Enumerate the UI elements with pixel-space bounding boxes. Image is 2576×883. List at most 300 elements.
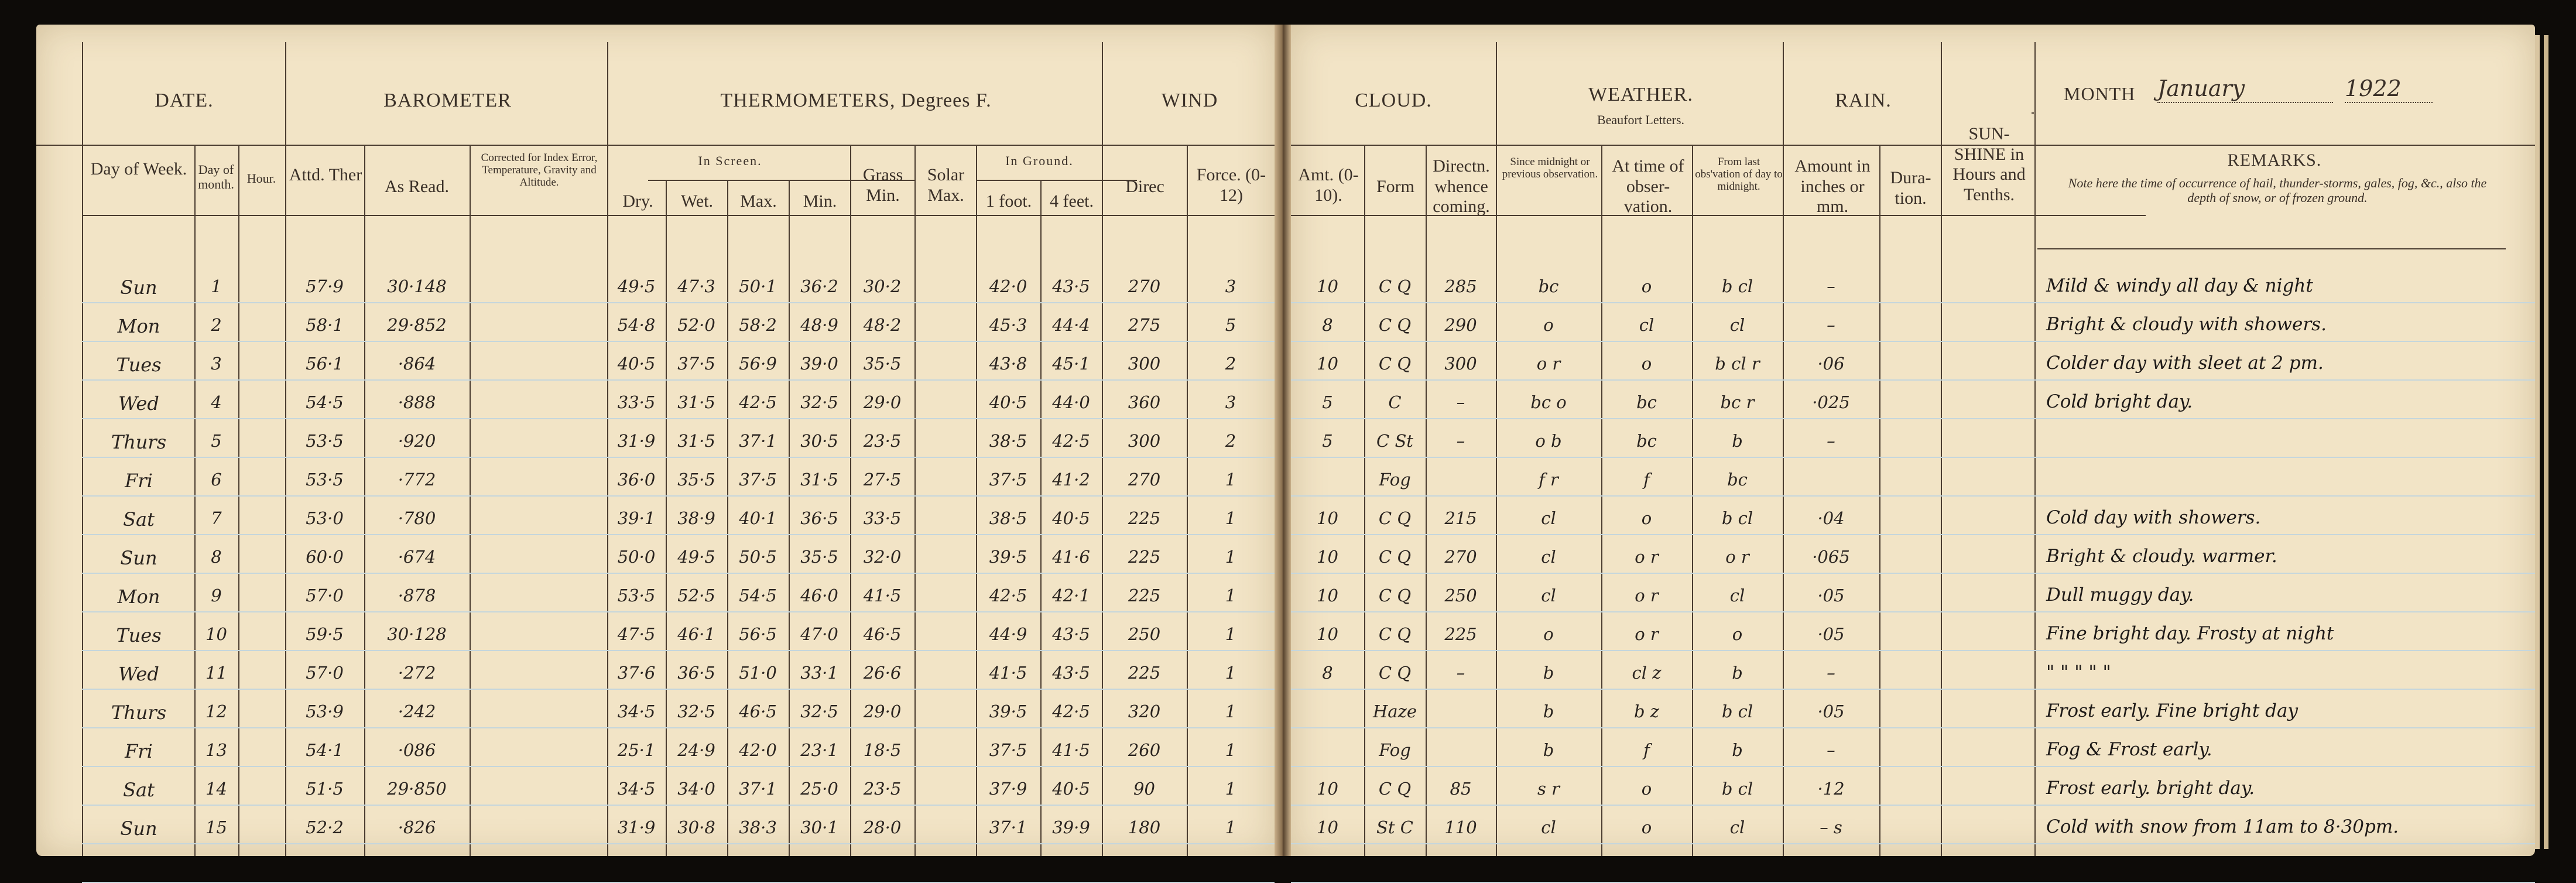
cell-dry: 34·5 <box>617 779 656 799</box>
cell-min: 46·0 <box>800 586 838 605</box>
remark-text: Cold day with showers. <box>2046 507 2261 528</box>
cell-form: C Q <box>1378 663 1412 683</box>
cell-read: 30·148 <box>387 276 447 296</box>
cell-rain: ·06 <box>1817 354 1845 374</box>
cell-ft1: 39·5 <box>989 547 1027 567</box>
date-header: DATE. <box>155 90 214 111</box>
ruled-line <box>82 534 1275 535</box>
cell-dow: Tues <box>116 624 162 646</box>
cell-ft1: 42·5 <box>989 586 1027 605</box>
cell-wet: 37·5 <box>677 354 715 374</box>
wind-direction-header: Direc <box>1125 177 1164 196</box>
cell-ft1: 42·0 <box>989 276 1027 296</box>
cell-cdir: 300 <box>1444 354 1477 374</box>
cell-grass: 41·5 <box>863 586 902 605</box>
cell-force: 1 <box>1225 586 1236 605</box>
cell-grass: 23·5 <box>863 431 902 451</box>
beaufort-header: Beaufort Letters. <box>1597 112 1685 127</box>
cloud-direction-header: Directn. whence coming. <box>1433 156 1490 216</box>
cell-force: 1 <box>1225 547 1236 567</box>
cell-amt: 10 <box>1317 817 1338 837</box>
rain-header: RAIN. <box>1835 90 1892 111</box>
grass-min-header: Grass Min. <box>862 165 903 205</box>
cell-rain: ·05 <box>1817 624 1845 644</box>
cell-ft1: 37·5 <box>989 470 1027 490</box>
cell-max: 42·5 <box>739 392 777 412</box>
cell-dom: 8 <box>211 547 222 567</box>
cell-dry: 34·5 <box>617 701 656 721</box>
remark-text: Cold with snow from 11am to 8·30pm. <box>2046 816 2399 837</box>
dry-header: Dry. <box>622 191 653 211</box>
cell-dir: 300 <box>1128 354 1161 374</box>
left-page <box>36 25 1275 856</box>
header-rule <box>36 145 1275 146</box>
cell-dir: 225 <box>1128 508 1161 528</box>
cell-w2: f <box>1643 470 1650 490</box>
ruled-line <box>1291 341 2535 342</box>
cell-form: C Q <box>1378 779 1412 799</box>
cell-w3: b cl <box>1721 508 1753 528</box>
cell-read: ·674 <box>398 547 436 567</box>
cell-grass: 48·2 <box>863 315 902 335</box>
cell-rain: ·05 <box>1817 586 1845 605</box>
cell-max: 42·0 <box>739 740 777 760</box>
remark-text: Cold bright day. <box>2046 391 2193 412</box>
sunshine-header: SUN-SHINE in Hours and Tenths. <box>1952 124 2026 204</box>
cell-dom: 11 <box>205 663 227 683</box>
cell-dow: Sat <box>123 779 155 801</box>
cell-max: 50·1 <box>739 276 777 296</box>
cell-amt: 10 <box>1317 624 1338 644</box>
cell-rain: ·05 <box>1817 701 1845 721</box>
remarks-note: Note here the time of occurrence of hail, thunder-storms, gales, fog, &c., also the depth of snow, or of frozen ground. <box>2068 176 2487 206</box>
cell-dom: 12 <box>205 701 227 721</box>
cell-amt: 5 <box>1322 392 1333 412</box>
cell-w3: cl <box>1729 586 1745 605</box>
column-line <box>1879 145 1880 856</box>
cell-attd: 54·1 <box>306 740 344 760</box>
cell-rain: – <box>1827 663 1835 683</box>
cell-cdir: 225 <box>1444 624 1477 644</box>
cell-wet: 52·5 <box>677 586 715 605</box>
since-midnight-header: Since midnight or previous observation. <box>1502 156 1598 180</box>
ruled-line <box>1291 805 2535 806</box>
cell-amt: 10 <box>1317 276 1338 296</box>
ruled-line <box>82 379 1275 381</box>
remarks-rule <box>2037 248 2506 249</box>
remark-text: " " " " " <box>2046 662 2111 683</box>
cell-force: 1 <box>1225 779 1236 799</box>
ruled-line <box>1291 457 2535 458</box>
cell-w2: cl <box>1639 315 1654 335</box>
cell-wet: 47·3 <box>677 276 715 296</box>
ruled-line <box>82 805 1275 806</box>
cell-w1: b <box>1543 740 1554 760</box>
cell-max: 40·1 <box>739 508 777 528</box>
cell-rain: – <box>1827 276 1835 296</box>
cell-dow: Sun <box>120 817 157 840</box>
cell-w3: b cl r <box>1715 354 1760 374</box>
cell-grass: 18·5 <box>863 740 902 760</box>
cell-wet: 38·9 <box>677 508 715 528</box>
ruled-line <box>1291 689 2535 690</box>
cell-ft1: 38·5 <box>989 431 1027 451</box>
cell-w3: bc r <box>1720 392 1755 412</box>
cell-dom: 7 <box>211 508 222 528</box>
cell-dow: Wed <box>118 663 159 685</box>
cell-dry: 53·5 <box>617 586 656 605</box>
cell-dow: Sun <box>120 276 157 299</box>
cell-w2: o r <box>1635 586 1659 605</box>
cell-attd: 53·9 <box>306 701 344 721</box>
cell-rain: ·12 <box>1817 779 1845 799</box>
cell-ft4: 42·5 <box>1052 431 1090 451</box>
from-last-header: From last obs'vation of day to midnight. <box>1695 156 1783 193</box>
wind-force-header: Force. (0-12) <box>1196 165 1266 205</box>
cell-max: 37·5 <box>739 470 777 490</box>
cell-cdir: 85 <box>1450 779 1472 799</box>
cell-wet: 35·5 <box>677 470 715 490</box>
at-time-header: At time of obser-vation. <box>1612 156 1684 216</box>
as-read-header: As Read. <box>385 177 449 196</box>
cell-grass: 30·2 <box>863 276 902 296</box>
cell-form: C Q <box>1378 315 1412 335</box>
cell-cdir: 270 <box>1444 547 1477 567</box>
cell-ft1: 39·5 <box>989 701 1027 721</box>
cell-dir: 300 <box>1128 431 1161 451</box>
ruled-line <box>82 727 1275 728</box>
cell-w1: cl <box>1541 547 1556 567</box>
right-page <box>1291 25 2535 856</box>
header-rule <box>82 215 1275 216</box>
cell-dow: Fri <box>125 740 153 762</box>
cell-wet: 46·1 <box>677 624 715 644</box>
cell-dir: 270 <box>1128 470 1161 490</box>
ruled-line <box>82 418 1275 419</box>
cell-dry: 31·9 <box>617 817 656 837</box>
cell-form: C Q <box>1378 276 1412 296</box>
cell-dry: 39·1 <box>617 508 656 528</box>
cell-grass: 32·0 <box>863 547 902 567</box>
cell-w2: f <box>1643 740 1650 760</box>
cell-ft4: 41·2 <box>1052 470 1090 490</box>
one-foot-header: 1 foot. <box>985 191 1032 211</box>
cell-cdir: 110 <box>1444 817 1477 837</box>
cell-w1: cl <box>1541 586 1556 605</box>
ruled-line <box>1291 534 2535 535</box>
cell-form: C Q <box>1378 354 1412 374</box>
cell-dry: 37·6 <box>617 663 656 683</box>
cell-attd: 51·5 <box>306 779 344 799</box>
cell-w3: o r <box>1725 547 1749 567</box>
cell-dir: 250 <box>1128 624 1161 644</box>
remark-text: Frost early. bright day. <box>2046 778 2255 799</box>
cell-dom: 14 <box>205 779 227 799</box>
cloud-form-header: Form <box>1376 177 1414 196</box>
cell-w2: o <box>1641 779 1652 799</box>
cell-amt: 10 <box>1317 547 1338 567</box>
ruled-line <box>1291 766 2535 767</box>
cell-force: 1 <box>1225 701 1236 721</box>
cell-rain: ·025 <box>1812 392 1850 412</box>
four-feet-header: 4 feet. <box>1050 191 1094 211</box>
thermometers-header: THERMOMETERS, Degrees F. <box>720 90 992 111</box>
cell-form: C <box>1388 392 1402 412</box>
cell-form: Fog <box>1379 470 1411 490</box>
cell-w3: bc <box>1727 470 1748 490</box>
cell-read: ·920 <box>398 431 436 451</box>
cell-grass: 29·0 <box>863 392 902 412</box>
remark-text: Fine bright day. Frosty at night <box>2046 623 2334 644</box>
cell-form: C St <box>1376 431 1413 451</box>
ruled-line <box>1291 650 2535 651</box>
cell-grass: 35·5 <box>863 354 902 374</box>
remark-text: Bright & cloudy with showers. <box>2046 314 2327 335</box>
cell-min: 32·5 <box>800 701 838 721</box>
cell-dir: 275 <box>1128 315 1161 335</box>
cell-ft1: 43·8 <box>989 354 1027 374</box>
cell-min: 47·0 <box>800 624 838 644</box>
cell-min: 30·1 <box>800 817 838 837</box>
cell-ft4: 42·5 <box>1052 701 1090 721</box>
cell-cdir: 250 <box>1444 586 1477 605</box>
cell-force: 1 <box>1225 663 1236 683</box>
cell-dir: 320 <box>1128 701 1161 721</box>
cell-dom: 4 <box>211 392 222 412</box>
cell-w2: bc <box>1636 392 1657 412</box>
remark-text: Mild & windy all day & night <box>2046 275 2313 296</box>
cell-read: ·878 <box>398 586 436 605</box>
ruled-line <box>1291 302 2535 303</box>
cell-ft4: 43·5 <box>1052 276 1090 296</box>
cell-dow: Sat <box>123 508 155 531</box>
cell-w1: bc o <box>1530 392 1567 412</box>
cell-w2: bc <box>1636 431 1657 451</box>
ruled-line <box>82 573 1275 574</box>
cell-force: 1 <box>1225 624 1236 644</box>
month-value: January <box>2157 76 2333 103</box>
remarks-header: REMARKS. <box>2227 150 2322 170</box>
cell-read: ·864 <box>398 354 436 374</box>
cell-dir: 225 <box>1128 547 1161 567</box>
ruled-line <box>82 495 1275 497</box>
cell-w2: o <box>1641 354 1652 374</box>
cell-rain: – <box>1827 740 1835 760</box>
ruled-line <box>82 766 1275 767</box>
page-edge <box>2544 35 2548 849</box>
cell-max: 56·9 <box>739 354 777 374</box>
cell-dir: 225 <box>1128 586 1161 605</box>
cell-max: 37·1 <box>739 779 777 799</box>
cell-amt: 5 <box>1322 431 1333 451</box>
cell-attd: 53·5 <box>306 431 344 451</box>
cell-wet: 30·8 <box>677 817 715 837</box>
cell-amt: 10 <box>1317 586 1338 605</box>
cell-w1: o <box>1543 624 1554 644</box>
cell-attd: 58·1 <box>306 315 344 335</box>
cell-wet: 31·5 <box>677 431 715 451</box>
cell-force: 5 <box>1225 315 1236 335</box>
cell-grass: 27·5 <box>863 470 902 490</box>
cell-attd: 57·0 <box>306 663 344 683</box>
barometer-header: BAROMETER <box>383 90 512 111</box>
cell-min: 32·5 <box>800 392 838 412</box>
cell-max: 51·0 <box>739 663 777 683</box>
cell-attd: 52·2 <box>306 817 344 837</box>
max-header: Max. <box>740 191 777 211</box>
cell-form: C Q <box>1378 624 1412 644</box>
ruled-line <box>1291 573 2535 574</box>
cell-w1: b <box>1543 663 1554 683</box>
cell-attd: 57·9 <box>306 276 344 296</box>
page-edge <box>2535 35 2540 849</box>
cell-dry: 54·8 <box>617 315 656 335</box>
cell-grass: 29·0 <box>863 701 902 721</box>
min-header: Min. <box>803 191 837 211</box>
cell-ft4: 43·5 <box>1052 663 1090 683</box>
column-line <box>238 145 239 856</box>
cell-cdir: – <box>1456 663 1465 683</box>
solar-max-header: Solar Max. <box>927 165 965 205</box>
cell-min: 30·5 <box>800 431 838 451</box>
cell-min: 36·2 <box>800 276 838 296</box>
cell-dow: Thurs <box>111 701 167 724</box>
cell-force: 3 <box>1225 392 1236 412</box>
cell-force: 1 <box>1225 470 1236 490</box>
cell-max: 58·2 <box>739 315 777 335</box>
cell-dir: 260 <box>1128 740 1161 760</box>
cell-max: 56·5 <box>739 624 777 644</box>
cell-amt: 10 <box>1317 508 1338 528</box>
cell-dow: Mon <box>117 586 160 608</box>
cell-dom: 15 <box>205 817 227 837</box>
cell-dom: 9 <box>211 586 222 605</box>
cell-w2: o <box>1641 276 1652 296</box>
cell-form: C Q <box>1378 586 1412 605</box>
cell-max: 50·5 <box>739 547 777 567</box>
cell-wet: 49·5 <box>677 547 715 567</box>
cell-attd: 54·5 <box>306 392 344 412</box>
column-line <box>1426 145 1427 856</box>
cell-dow: Tues <box>116 354 162 376</box>
cell-dry: 36·0 <box>617 470 656 490</box>
cell-dir: 225 <box>1128 663 1161 683</box>
cell-amt: 8 <box>1322 663 1333 683</box>
cell-w1: o b <box>1535 431 1562 451</box>
cell-min: 23·1 <box>800 740 838 760</box>
cell-w3: b <box>1732 663 1743 683</box>
cell-w3: o <box>1732 624 1743 644</box>
cell-ft4: 44·0 <box>1052 392 1090 412</box>
cell-wet: 34·0 <box>677 779 715 799</box>
cell-w1: f r <box>1539 470 1558 490</box>
cell-w2: o <box>1641 817 1652 837</box>
cell-attd: 53·5 <box>306 470 344 490</box>
year-value: 1922 <box>2345 76 2433 103</box>
cell-dry: 47·5 <box>617 624 656 644</box>
cell-min: 48·9 <box>800 315 838 335</box>
ruled-line <box>82 689 1275 690</box>
cell-min: 36·5 <box>800 508 838 528</box>
remark-text: Dull muggy day. <box>2046 584 2194 605</box>
cell-ft4: 40·5 <box>1052 779 1090 799</box>
ruled-line <box>1291 495 2535 497</box>
cloud-amount-header: Amt. (0-10). <box>1298 165 1359 205</box>
cell-grass: 28·0 <box>863 817 902 837</box>
cell-dow: Fri <box>125 470 153 492</box>
in-ground-header: In Ground. <box>1005 153 1074 168</box>
cell-min: 39·0 <box>800 354 838 374</box>
cell-ft1: 45·3 <box>989 315 1027 335</box>
cell-amt: 8 <box>1322 315 1333 335</box>
cell-ft4: 44·4 <box>1052 315 1090 335</box>
ruled-line <box>1291 379 2535 381</box>
cell-ft4: 39·9 <box>1052 817 1090 837</box>
cell-ft1: 40·5 <box>989 392 1027 412</box>
cell-rain: – s <box>1820 817 1842 837</box>
cell-dir: 90 <box>1133 779 1155 799</box>
ruled-line <box>82 302 1275 303</box>
cell-ft1: 37·5 <box>989 740 1027 760</box>
cell-force: 3 <box>1225 276 1236 296</box>
cell-ft1: 38·5 <box>989 508 1027 528</box>
cell-dir: 270 <box>1128 276 1161 296</box>
rain-duration-header: Dura-tion. <box>1890 168 1931 208</box>
cell-attd: 57·0 <box>306 586 344 605</box>
cell-force: 1 <box>1225 508 1236 528</box>
header-rule <box>2032 112 2034 114</box>
cell-ft4: 43·5 <box>1052 624 1090 644</box>
cell-dom: 5 <box>211 431 222 451</box>
cell-read: ·272 <box>398 663 436 683</box>
ruled-line <box>82 341 1275 342</box>
cell-w3: b cl <box>1721 779 1753 799</box>
cell-wet: 24·9 <box>677 740 715 760</box>
in-screen-header: In Screen. <box>698 153 762 168</box>
cell-dow: Mon <box>117 315 160 337</box>
cell-max: 54·5 <box>739 586 777 605</box>
cell-force: 1 <box>1225 817 1236 837</box>
cell-ft1: 41·5 <box>989 663 1027 683</box>
cell-form: St C <box>1376 817 1413 837</box>
cell-w1: b <box>1543 701 1554 721</box>
cell-dom: 2 <box>211 315 222 335</box>
cell-grass: 33·5 <box>863 508 902 528</box>
cell-w3: b cl <box>1721 276 1753 296</box>
cell-attd: 59·5 <box>306 624 344 644</box>
ruled-line <box>82 457 1275 458</box>
cell-w2: o r <box>1635 547 1659 567</box>
cell-read: ·772 <box>398 470 436 490</box>
cell-w1: cl <box>1541 817 1556 837</box>
cell-grass: 46·5 <box>863 624 902 644</box>
cell-w1: bc <box>1538 276 1559 296</box>
cell-ft4: 42·1 <box>1052 586 1090 605</box>
cell-dry: 50·0 <box>617 547 656 567</box>
month-label: MONTH <box>2064 83 2136 104</box>
corrected-header: Corrected for Index Error, Temperature, Gravity and Altitude. <box>481 152 598 189</box>
weather-header: WEATHER. <box>1588 84 1693 105</box>
cell-dry: 49·5 <box>617 276 656 296</box>
cell-cdir: 285 <box>1444 276 1477 296</box>
remark-text: Fog & Frost early. <box>2046 739 2212 760</box>
cell-rain: ·065 <box>1812 547 1850 567</box>
cell-read: 30·128 <box>387 624 447 644</box>
cell-force: 2 <box>1225 431 1236 451</box>
column-line <box>914 145 916 856</box>
cell-wet: 32·5 <box>677 701 715 721</box>
column-line <box>470 145 471 856</box>
